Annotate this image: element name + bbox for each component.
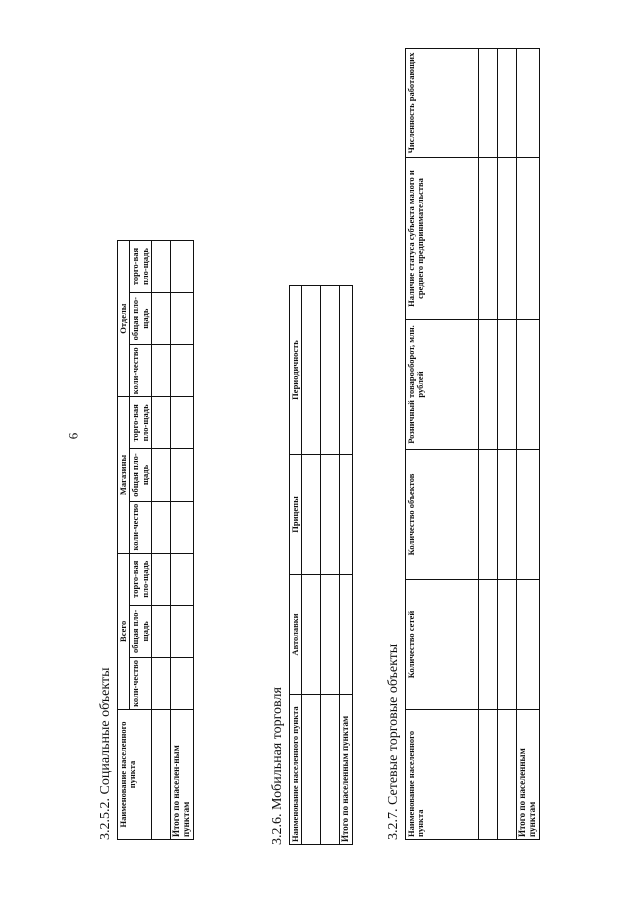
social-sub-count: коли-чество bbox=[130, 345, 152, 397]
social-table bbox=[117, 240, 194, 840]
social-group-depts: Отделы bbox=[118, 241, 130, 397]
network-section bbox=[386, 40, 540, 840]
table-row bbox=[340, 286, 353, 845]
social-sub-trade-area: торго-вая пло-щадь bbox=[130, 241, 152, 293]
social-group-total: Всего bbox=[118, 553, 130, 709]
social-sub-total-area: общая пло-щадь bbox=[130, 449, 152, 501]
social-sub-count: коли-чество bbox=[130, 657, 152, 709]
social-sub-count: коли-чество bbox=[130, 501, 152, 553]
network-col-objects: Количество объектов bbox=[406, 450, 479, 580]
mobile-table bbox=[289, 285, 353, 845]
mobile-col-trailers: Прицепы bbox=[290, 455, 302, 575]
table-row bbox=[498, 49, 517, 840]
network-col-workers: Численность работающих bbox=[406, 49, 479, 158]
table-row bbox=[321, 286, 340, 845]
table-row bbox=[302, 286, 321, 845]
social-total-row: Итого по населен-ным пунктам bbox=[171, 710, 194, 840]
social-sub-total-area: общая пло-щадь bbox=[130, 293, 152, 345]
page-number: 6 bbox=[65, 432, 81, 440]
mobile-total-row: Итого по населенным пунктам bbox=[340, 695, 353, 845]
network-col-name: Наименование населенного пункта bbox=[406, 710, 479, 840]
table-row bbox=[479, 49, 498, 840]
mobile-col-name: Наименование населенного пункта bbox=[290, 695, 302, 845]
table-row bbox=[171, 241, 194, 840]
social-sub-trade-area: торго-вая пло-щадь bbox=[130, 397, 152, 449]
network-col-status: Наличие статуса субъекта малого и среднего предпринимательства bbox=[406, 158, 479, 320]
network-col-turnover: Розничный товарооборот, млн. рублей bbox=[406, 320, 479, 450]
social-section bbox=[98, 210, 194, 840]
social-sub-total-area: общая пло-щадь bbox=[130, 605, 152, 657]
table-row bbox=[152, 241, 171, 840]
social-col-name: Наименование населенного пункта bbox=[118, 710, 152, 840]
network-table bbox=[405, 48, 540, 840]
mobile-col-vans: Автолавки bbox=[290, 575, 302, 695]
network-heading: 3.2.7. Сетевые торговые объекты bbox=[386, 643, 401, 840]
social-heading: 3.2.5.2. Социальные объекты bbox=[98, 667, 113, 840]
social-sub-trade-area: торго-вая пло-щадь bbox=[130, 553, 152, 605]
mobile-col-period: Периодичность bbox=[290, 286, 302, 455]
network-total-row: Итого по населенным пунктам bbox=[517, 710, 540, 840]
network-col-networks: Количество сетей bbox=[406, 580, 479, 710]
social-group-shops: Магазины bbox=[118, 397, 130, 553]
mobile-heading: 3.2.6. Мобильная торговля bbox=[270, 687, 285, 845]
mobile-section bbox=[270, 225, 353, 845]
table-row bbox=[517, 49, 540, 840]
